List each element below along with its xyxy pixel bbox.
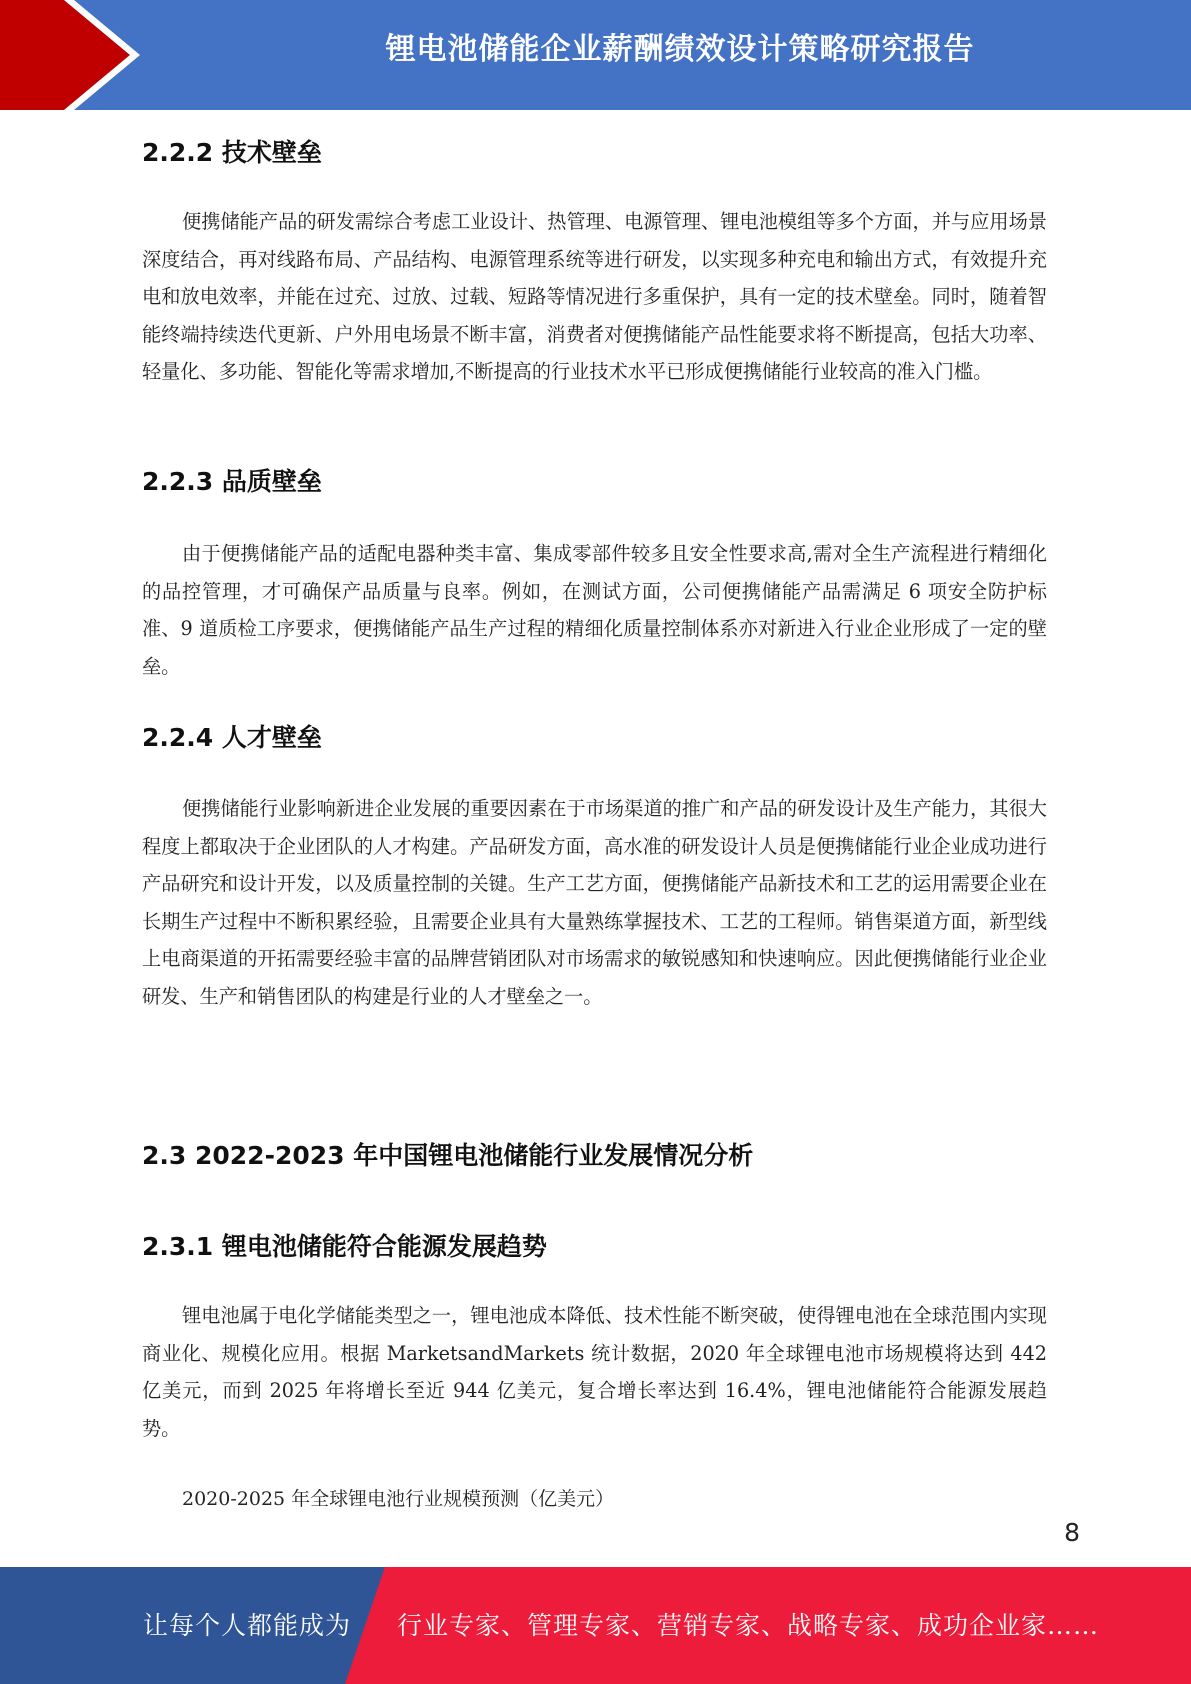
section-heading-2-2-2: 2.2.2 技术壁垒 <box>142 138 322 167</box>
section-heading-2-3-1: 2.3.1 锂电池储能符合能源发展趋势 <box>142 1232 547 1261</box>
report-title: 锂电池储能企业薪酬绩效设计策略研究报告 <box>385 32 975 67</box>
footer-slogan-left: 让每个人都能成为 <box>143 1611 352 1640</box>
section-paragraph-2-3-1: 锂电池属于电化学储能类型之一，锂电池成本降低、技术性能不断突破，使得锂电池在全球范围内实现商业化、规模化应用。根据 MarketsandMarkets 统计数据，2020 年全球锂电池市场规模将达到 442 亿美元，而到 2025 年将增长至近 944 亿美元，复合增长率达到 16.4%，锂电池储能符合能源发展趋势。 <box>142 1304 1047 1440</box>
section-paragraph-2-2-4: 便携储能行业影响新进企业发展的重要因素在于市场渠道的推广和产品的研发设计及生产能力，其很大程度上都取决于企业团队的人才构建。产品研发方面，高水准的研发设计人员是便携储能行业企业成功进行产品研究和设计开发，以及质量控制的关键。生产工艺方面，便携储能产品新技术和工艺的运用需要企业在长期生产过程中不断积累经验，且需要企业具有大量熟练掌握技术、工艺的工程师。销售渠道方面，新型线上电商渠道的开拓需要经验丰富的品牌营销团队对市场需求的敏锐感知和快速响应。因此便携储能行业企业研发、生产和销售团队的构建是行业的人才壁垒之一。 <box>142 797 1047 1008</box>
header-banner <box>0 0 1191 110</box>
section-heading-2-2-3: 2.2.3 品质壁垒 <box>142 467 322 496</box>
section-heading-2-2-4: 2.2.4 人才壁垒 <box>142 723 322 752</box>
section-paragraph-2-2-2: 便携储能产品的研发需综合考虑工业设计、热管理、电源管理、锂电池模组等多个方面，并与应用场景深度结合，再对线路布局、产品结构、电源管理系统等进行研发，以实现多种充电和输出方式，有效提升充电和放电效率，并能在过充、过放、过载、短路等情况进行多重保护，具有一定的技术壁垒。同时，随着智能终端持续迭代更新、户外用电场景不断丰富，消费者对便携储能产品性能要求将不断提高，包括大功率、轻量化、多功能、智能化等需求增加,不断提高的行业技术水平已形成便携储能行业较高的准入门槛。 <box>142 210 1047 383</box>
header-arrow-decoration <box>0 0 160 110</box>
section-heading-2-3: 2.3 2022-2023 年中国锂电池储能行业发展情况分析 <box>142 1141 754 1170</box>
footer-slogan-right: 行业专家、管理专家、营销专家、战略专家、成功企业家…… <box>397 1611 1100 1640</box>
page-number: 8 <box>1064 1518 1080 1547</box>
section-paragraph-2-2-3: 由于便携储能产品的适配电器种类丰富、集成零部件较多且安全性要求高,需对全生产流程进行精细化的品控管理，才可确保产品质量与良率。例如，在测试方面，公司便携储能产品需满足 6 项安全防护标准、9 道质检工序要求，便携储能产品生产过程的精细化质量控制体系亦对新进入行业企业形成了一定的壁垒。 <box>142 542 1047 678</box>
footer-banner <box>0 1567 1191 1684</box>
figure-caption: 2020-2025 年全球锂电池行业规模预测（亿美元） <box>182 1488 615 1510</box>
